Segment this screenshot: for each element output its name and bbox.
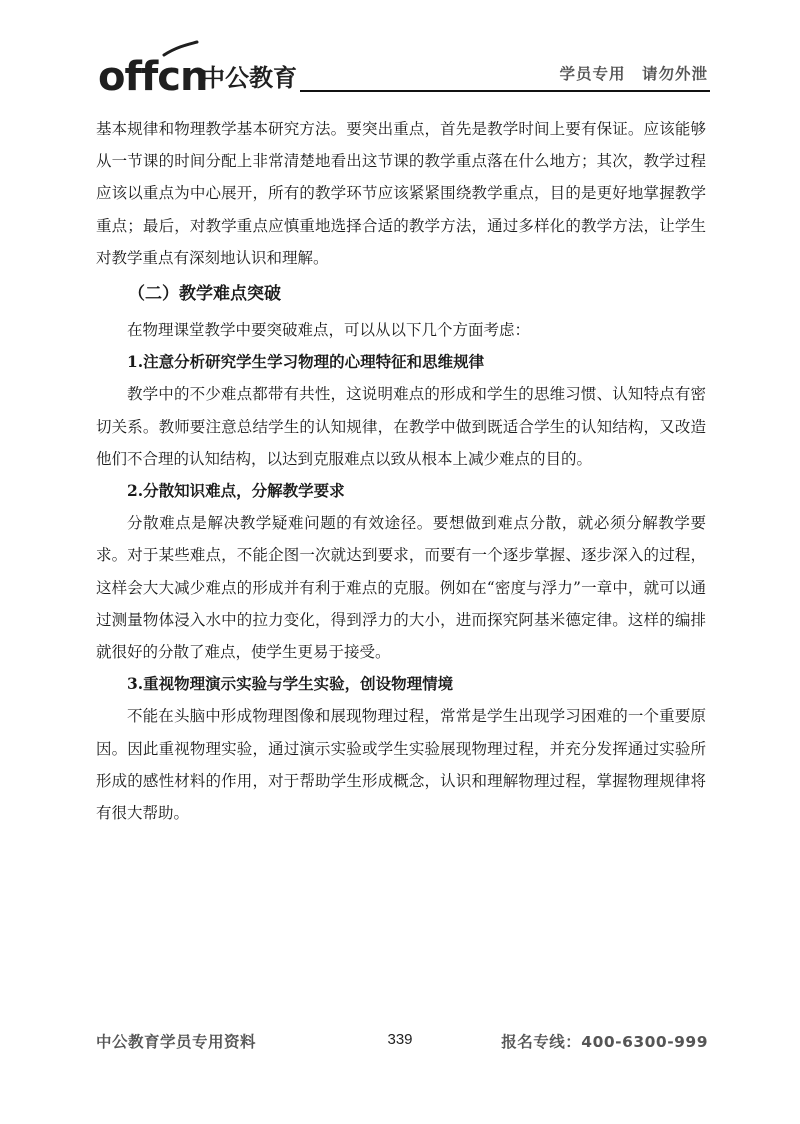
page-header [0, 0, 800, 100]
page-number: 339 [387, 1031, 413, 1048]
header-divider [300, 90, 710, 92]
subsection-1-paragraph: 教学中的不少难点都带有共性，这说明难点的形成和学生的思维习惯、认知特点有密切关系。教师要注意总结学生的认知规律，在教学中做到既适合学生的认知结构，又改造他们不合理的认知结构，以达到克服难点以致从根本上减少难点的目的。 [96, 385, 706, 468]
header-tagline: 学员专用 请勿外泄 [559, 65, 708, 83]
subsection-1-heading: 1.注意分析研究学生学习物理的心理特征和思维规律 [127, 352, 485, 372]
offcn-logo [98, 40, 303, 96]
section-intro-paragraph: 在物理课堂教学中要突破难点，可以从以下几个方面考虑： [127, 321, 531, 340]
subsection-3-paragraph: 不能在头脑中形成物理图像和展现物理过程，常常是学生出现学习困难的一个重要原因。因此重视物理实验，通过演示实验或学生实验展现物理过程，并充分发挥通过实验所形成的感性材料的作用，对于帮助学生形成概念，认识和理解物理过程，掌握物理规律将有很大帮助。 [96, 707, 706, 823]
page-footer [0, 1030, 800, 1060]
footer-hotline: 报名专线：400-6300-999 [501, 1033, 708, 1051]
footer-label: 中公教育学员专用资料 [96, 1033, 257, 1051]
logo-chinese-text: 中公教育 [201, 64, 297, 92]
logo-latin-text: offcn [98, 54, 208, 96]
subsection-3-heading: 3.重视物理演示实验与学生实验，创设物理情境 [127, 674, 454, 694]
subsection-2-paragraph: 分散难点是解决教学疑难问题的有效途径。要想做到难点分散，就必须分解教学要求。对于某些难点，不能企图一次就达到要求，而要有一个逐步掌握、逐步深入的过程，这样会大大减少难点的形成并有利于难点的克服。例如在“密度与浮力”一章中，就可以通过测量物体浸入水中的拉力变化，得到浮力的大小，进而探究阿基米德定律。这样的编排就很好的分散了难点，使学生更易于接受。 [96, 514, 706, 662]
subsection-2-heading: 2.分散知识难点，分解教学要求 [127, 481, 345, 501]
section-title: （二）教学难点突破 [128, 284, 281, 305]
document-body [96, 113, 706, 829]
intro-paragraph: 基本规律和物理教学基本研究方法。要突出重点，首先是教学时间上要有保证。应该能够从一节课的时间分配上非常清楚地看出这节课的教学重点落在什么地方；其次，教学过程应该以重点为中心展开，所有的教学环节应该紧紧围绕教学重点，目的是更好地掌握教学重点；最后，对教学重点应慎重地选择合适的教学方法，通过多样化的教学方法，让学生对教学重点有深刻地认识和理解。 [96, 120, 706, 267]
logo-mark [98, 40, 303, 96]
